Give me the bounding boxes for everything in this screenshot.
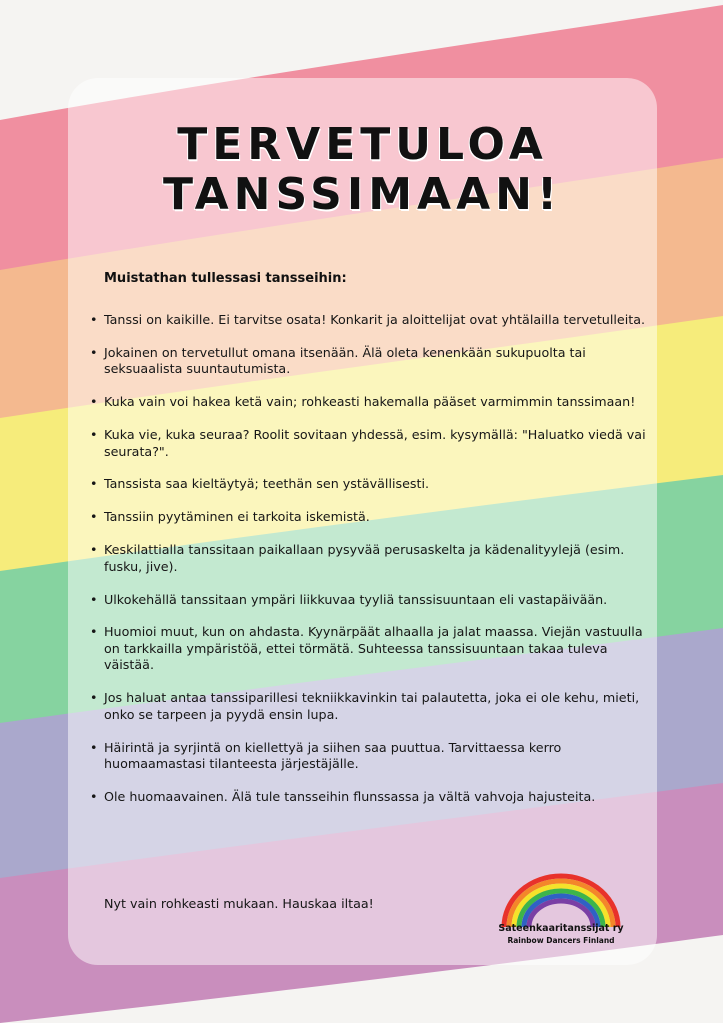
closing-text: Nyt vain rohkeasti mukaan. Hauskaa iltaa! [104,896,374,911]
list-item: • Jos haluat antaa tanssiparillesi tekniikkavinkin tai palautetta, joka ei ole kehu, mieti, onko se tarpeen ja pyydä ensin lupa. [104,690,652,723]
logo-name: Sateenkaaritanssijat ry [498,923,624,934]
title-line-2: TANSSIMAAN! [162,169,563,220]
list-item: • Tanssiin pyytäminen ei tarkoita iskemistä. [104,509,652,525]
title-line-1: TERVETULOA [177,119,548,170]
logo-subtitle: Rainbow Dancers Finland [507,936,615,945]
list-item: • Jokainen on tervetullut omana itsenään. Älä oleta kenenkään sukupuolta tai seksuaalista suuntautumista. [104,345,652,378]
list-item: • Huomioi muut, kun on ahdasta. Kyynärpäät alhaalla ja jalat maassa. Viejän vastuulla on tarkkailla ympäristöä, ettei törmätä. Suhteessa tanssisuuntaan takaa tuleva väistää. [104,624,652,673]
list-item: • Tanssista saa kieltäytyä; teethän sen ystävällisesti. [104,476,652,492]
list-item: • Kuka vain voi hakea ketä vain; rohkeasti hakemalla pääset varmimmin tanssimaan! [104,394,652,410]
list-item: • Keskilattialla tanssitaan paikallaan pysyvää perusaskelta ja kädenalityylejä (esim. fusku, jive). [104,542,652,575]
list-item: • Kuka vie, kuka seuraa? Roolit sovitaan yhdessä, esim. kysymällä: "Haluatko viedä vai seurata?". [104,427,652,460]
organization-logo [496,872,626,952]
intro-text: Muistathan tullessasi tansseihin: [104,271,347,286]
page-title [68,120,657,220]
list-item: • Häirintä ja syrjintä on kiellettyä ja siihen saa puuttua. Tarvittaessa kerro huomaamastasi tilanteesta järjestäjälle. [104,740,652,773]
rules-list [104,312,652,822]
rainbow-arc-icon [496,872,626,928]
list-item: • Ole huomaavainen. Älä tule tansseihin flunssassa ja vältä vahvoja hajusteita. [104,789,652,805]
list-item: • Tanssi on kaikille. Ei tarvitse osata! Konkarit ja aloittelijat ovat yhtälailla tervetulleita. [104,312,652,328]
list-item: • Ulkokehällä tanssitaan ympäri liikkuvaa tyyliä tanssisuuntaan eli vastapäivään. [104,592,652,608]
